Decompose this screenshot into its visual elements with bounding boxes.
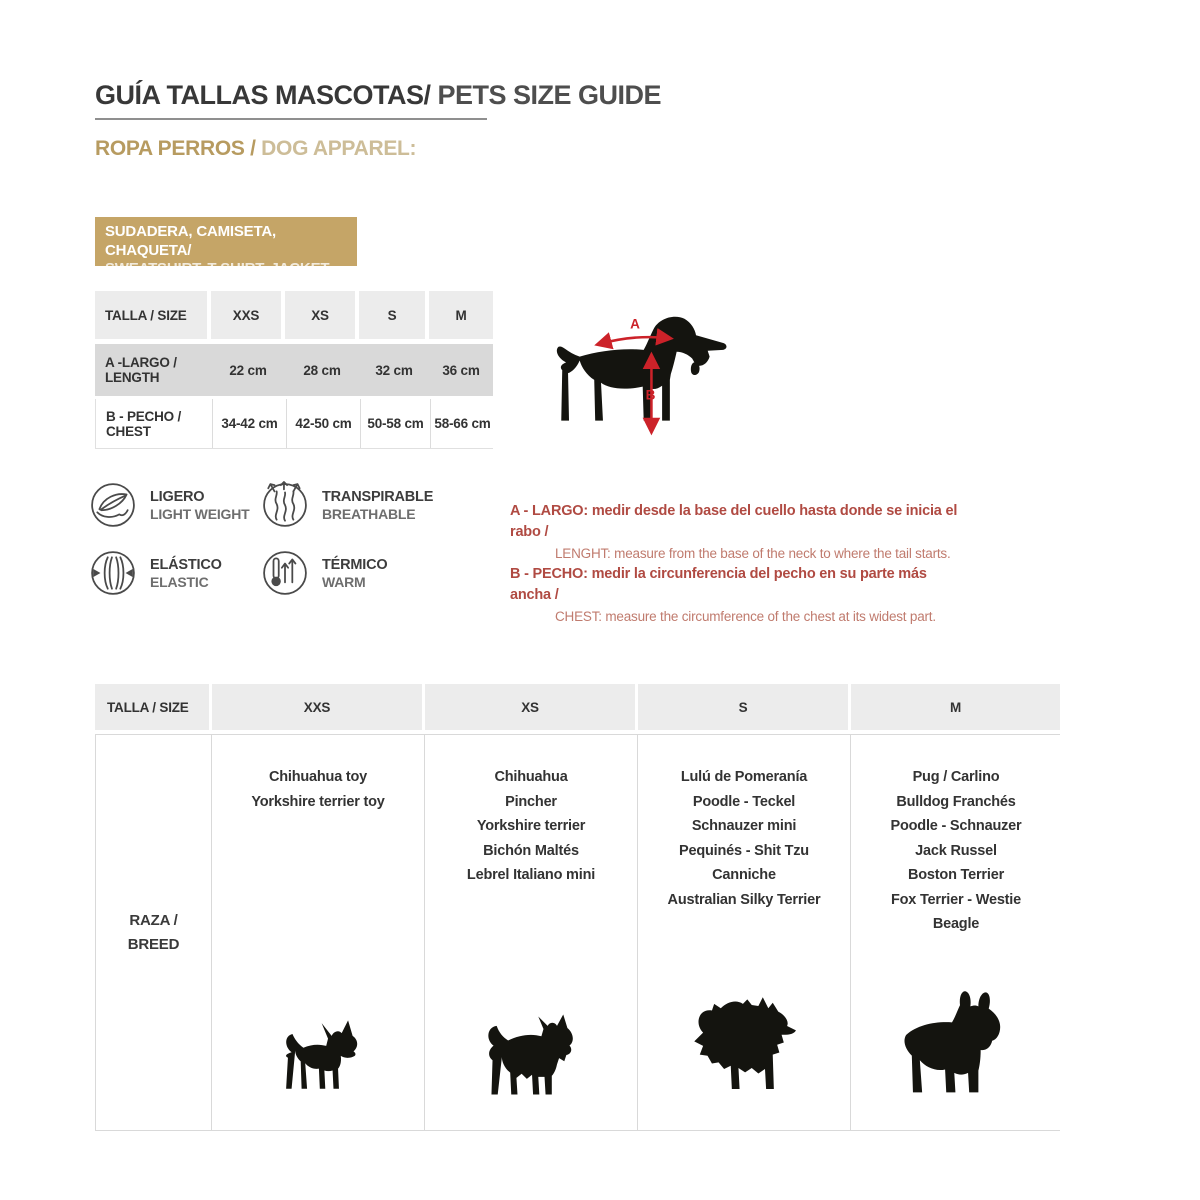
measure-arrow-a-label: A <box>630 316 640 332</box>
size-col-xs: XS <box>285 291 355 339</box>
feature-breathable-es: TRANSPIRABLE <box>322 488 434 505</box>
breed-row-label-en: BREED <box>127 935 180 953</box>
subtitle-en: DOG APPAREL: <box>261 137 417 160</box>
breed-cell-xs <box>424 735 637 1130</box>
size-table-row-chest <box>95 399 493 449</box>
page-title <box>95 80 661 111</box>
feature-thermal-en: WARM <box>322 573 366 590</box>
breed-header-xs: XS <box>425 684 635 730</box>
breed-item: Chihuahua toy <box>268 769 368 785</box>
size-col-m: M <box>429 291 493 339</box>
breed-item: Pequinés - Shit Tzu <box>679 842 809 859</box>
breed-item: Poodle - Schnauzer <box>890 818 1022 834</box>
length-m: 36 cm <box>442 362 480 378</box>
french-bulldog-silhouette <box>851 989 1061 1104</box>
feather-hand-icon <box>90 482 136 528</box>
size-table-row-length <box>95 344 493 396</box>
pomeranian-silhouette <box>638 995 850 1100</box>
feature-elastic-en: ELASTIC <box>150 573 209 590</box>
note-a-line-en: LENGHT: measure from the base of the neck to where the tail starts. <box>555 546 951 561</box>
breed-table <box>95 684 1060 1131</box>
category-banner-en: SWEATSHIRT, T-SHIRT, JACKET <box>105 260 330 277</box>
breed-item: Beagle <box>932 916 980 932</box>
note-b-text-es: medir la circunferencia del pecho en su parte más ancha / <box>510 566 927 603</box>
chest-xxs: 34-42 cm <box>212 399 286 448</box>
breathable-icon <box>262 482 308 528</box>
elastic-icon <box>90 550 136 596</box>
breed-item: Chihuahua <box>494 769 568 785</box>
breed-header-m: M <box>851 684 1060 730</box>
breed-item: Poodle - Teckel <box>692 793 796 810</box>
breed-item: Yorkshire terrier <box>476 818 586 834</box>
breed-item: Schnauzer mini <box>691 818 797 834</box>
length-xs: 28 cm <box>303 362 341 378</box>
size-col-s: S <box>359 291 425 339</box>
breed-item: Yorkshire terrier toy <box>251 793 385 810</box>
breed-row-label-es: RAZA / <box>129 911 178 929</box>
breed-header-label: TALLA / SIZE <box>95 684 209 730</box>
breed-item: Boston Terrier <box>907 867 1005 883</box>
size-col-xxs: XXS <box>211 291 281 339</box>
breed-list-xxs <box>212 765 424 814</box>
labrador-silhouette <box>557 317 727 421</box>
breed-item: Jack Russel <box>915 842 997 859</box>
feature-breathable-en: BREATHABLE <box>322 505 416 522</box>
note-a-label: A - LARGO: <box>510 503 589 519</box>
chest-xs: 42-50 cm <box>286 399 360 448</box>
breed-cell-xxs <box>211 735 424 1130</box>
breed-list-m <box>851 765 1061 937</box>
measure-notes <box>510 501 970 627</box>
feature-lightweight <box>90 482 249 528</box>
breed-header-xxs: XXS <box>212 684 422 730</box>
breed-header-s: S <box>638 684 848 730</box>
chest-row-label: B - PECHO / CHEST <box>96 399 212 448</box>
breed-item: Bichón Maltés <box>483 842 579 859</box>
note-a-line-es <box>510 501 970 543</box>
subtitle-es: ROPA PERROS / <box>95 137 256 160</box>
feature-breathable <box>262 482 433 528</box>
breed-cell-m <box>850 735 1061 1130</box>
breed-item: Fox Terrier - Westie <box>890 891 1022 908</box>
length-row-label: A -LARGO / LENGTH <box>105 355 177 385</box>
breed-item: Bulldog Franchés <box>896 793 1016 810</box>
breed-table-body <box>95 734 1060 1131</box>
feature-thermal-es: TÉRMICO <box>322 556 388 573</box>
breed-row-label <box>96 735 211 1130</box>
breed-item: Canniche <box>712 867 776 883</box>
length-s: 32 cm <box>375 362 413 378</box>
breed-item: Lebrel Italiano mini <box>466 867 596 883</box>
breed-item: Pug / Carlino <box>912 769 1000 785</box>
note-b-line-en: CHEST: measure the circumference of the chest at its widest part. <box>555 609 936 624</box>
feature-lightweight-es: LIGERO <box>150 488 205 505</box>
category-banner-es: SUDADERA, CAMISETA, CHAQUETA/ <box>105 223 276 259</box>
size-table <box>95 291 493 449</box>
measure-arrow-b-label: B <box>645 387 656 403</box>
note-a-text-es: medir desde la base del cuello hasta donde se inicia el rabo / <box>510 503 958 540</box>
page-title-es: GUÍA TALLAS MASCOTAS/ <box>95 80 431 110</box>
breed-item: Lulú de Pomeranía <box>680 769 808 785</box>
breed-list-s <box>638 765 850 912</box>
category-banner <box>95 217 357 277</box>
page-title-en: PETS SIZE GUIDE <box>437 80 662 110</box>
note-b-line-es <box>510 564 970 606</box>
length-xxs: 22 cm <box>229 362 267 378</box>
size-table-header <box>95 291 493 339</box>
feature-lightweight-en: LIGHT WEIGHT <box>150 505 250 522</box>
chest-s: 50-58 cm <box>360 399 430 448</box>
thermal-icon <box>262 550 308 596</box>
yorkshire-terrier-silhouette <box>425 1008 637 1102</box>
breed-item: Pincher <box>505 793 557 810</box>
measure-dog-silhouette <box>552 312 747 440</box>
breed-list-xs <box>425 765 637 888</box>
breed-table-header <box>95 684 1060 730</box>
feature-elastic <box>90 550 222 596</box>
breed-cell-s <box>637 735 850 1130</box>
feature-thermal <box>262 550 387 596</box>
section-subtitle <box>95 137 416 161</box>
breed-item: Australian Silky Terrier <box>667 891 821 908</box>
chest-m: 58-66 cm <box>430 399 494 448</box>
title-underline <box>95 118 487 120</box>
size-table-header-label: TALLA / SIZE <box>95 291 207 339</box>
note-b-label: B - PECHO: <box>510 566 588 582</box>
chihuahua-silhouette <box>212 1014 424 1096</box>
feature-elastic-es: ELÁSTICO <box>150 556 222 573</box>
